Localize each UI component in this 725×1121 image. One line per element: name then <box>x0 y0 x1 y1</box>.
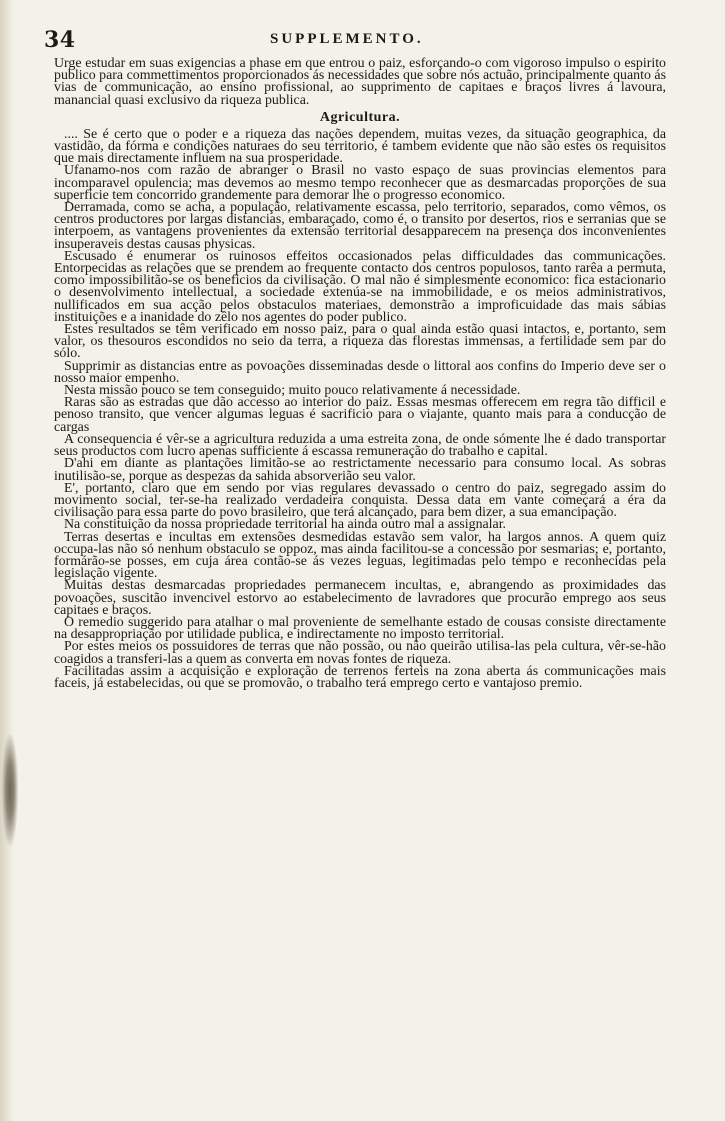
page-gutter-shadow <box>0 0 14 1121</box>
paragraph: Estes resultados se têm verificado em nosso paiz, para o qual ainda estão quasi intactos, e, portanto, sem valor, os thesouros escondidos no seio da terra, a riqueza das florestas immensas, a fertilidade sem par do sólo. <box>54 322 666 362</box>
paragraph: Por estes meios os possuidores de terras que não possão, ou não queirão utilisa-las pela cultura, vêr-se-hão coagidos a transferi-las a quem as converta em novas fontes de riqueza. <box>54 639 666 667</box>
intro-paragraphs <box>54 58 666 107</box>
paragraph: Muitas destas desmarcadas propriedades permanecem incultas, e, abrangendo as proximidades das povoações, suscitão invencivel estorvo ao estabelecimento de lavradores que procurão emprego aos seus capitaes e braços. <box>54 578 666 618</box>
paragraph: Na constituição da nossa propriedade territorial ha ainda outro mal a assignalar. <box>64 517 507 533</box>
paragraph: .... Se é certo que o poder e a riqueza das nações dependem, muitas vezes, da situação geographica, da vastidão, da fórma e condições naturaes do seu territorio, é tambem evidente que não são estes os requisitos que mais directamente influem na sua prosperidade. <box>54 126 666 167</box>
paragraph: Supprimir as distancias entre as povoações disseminadas desde o littoral aos confins do Imperio deve ser o nosso maior empenho. <box>54 358 666 386</box>
paragraph: D'ahi em diante as plantações limitão-se ao restrictamente necessario para consumo local. As sobras inutilisão-se, porque as despezas da sahida absorverião seu valor. <box>54 456 666 484</box>
running-head: SUPPLEMENTO. <box>270 31 424 47</box>
paragraph: A consequencia é vêr-se a agricultura reduzida a uma estreita zona, de onde sómente lhe é dado transportar seus productos com lucro apenas sufficiente á escassa remuneração do trabalho e capital. <box>54 431 666 460</box>
paragraph: Urge estudar em suas exigencias a phase em que entrou o paiz, esforçando-o com vigoroso impulso o espirito publico para commettimentos proporcionados ás necessidades que sobre nós actuão, principalmente quanto ás vias de communicação, ao ensino profissional, ao supprimento de capitaes e braços livres á lavoura, manancial quasi exclusivo da riqueza publica. <box>54 56 666 108</box>
section-heading: Agricultura. <box>319 109 401 125</box>
section-paragraphs <box>54 126 666 691</box>
paragraph: Facilitadas assim a acquisição e exploração de terrenos ferteis na zona aberta ás communicações mais faceis, já estabelecidas, ou que se promovão, o trabalho terá emprego certo e vantajoso premio. <box>54 663 666 691</box>
binding-stain <box>2 735 18 845</box>
paragraph: Derramada, como se acha, a população, relativamente escassa, pelo territorio, separados, como vêmos, os centros productores por largas distancias, embaraçado, como é, o transito por desertos, rios e serranias que se interpoem, as vantagens provenientes da extensão territorial desapparecem na presença dos inconvenientes insuperaveis destas causas physicas. <box>54 200 666 252</box>
paragraph: O remedio suggerido para atalhar o mal proveniente de semelhante estado de cousas consiste directamente na desappropriação por utilidade publica, e indirectamente no imposto territorial. <box>54 614 666 643</box>
paragraph: E', portanto, claro que em sendo por vias regulares devassado o centro do paiz, segregado assim do movimento social, ter-se-ha realizado verdadeira conquista. Dessa data em vante começará a éra da civilisação para essa parte do povo brasileiro, que terá alcançado, para bem dizer, a sua emancipação. <box>54 480 666 521</box>
paragraph: Escusado é enumerar os ruinosos effeitos occasionados pelas difficuldades das communicações. Entorpecidas as relações que se prendem ao frequente contacto dos centros populosos, tanto rarêa a permuta, como impossibilitão-se os beneficios da civilisação. O mal não é simplesmente economico: fica estacionario o desenvolvimento intellectual, a sociedade extenúa-se na immobilidade, e os meios administrativos, nullificados em sua acção pelos obstaculos materiaes, demonstrão a improficuidade das mais sábias instituições e a inanidade do zêlo nos agentes do poder publico. <box>54 248 666 325</box>
paragraph: Ufanamo-nos com razão de abranger o Brasil no vasto espaço de suas provincias elementos para incomparavel opulencia; mas devemos ao mesmo tempo reconhecer que as desmarcadas proporções de sua superficie tem concorrido grandemente para demorar lhe o progresso economico. <box>54 163 666 203</box>
paragraph: Raras são as estradas que dão accesso ao interior do paiz. Essas mesmas offerecem em regra tão difficil e penoso transito, que vencer algumas leguas é sacrificio para o viajante, quanto mais para a conducção de cargas <box>54 395 666 435</box>
paragraph: Terras desertas e incultas em extensões desmedidas estavão sem valor, ha largos annos. A quem quiz occupa-las não só nenhum obstaculo se oppoz, mas ainda facilitou-se a concessão por sesmarias; e, portanto, formárão-se posses, em cuja área contão-se ás vezes leguas, legitimadas pelo tempo e reconhecidas pela legislação vigente. <box>54 529 666 582</box>
page-header <box>44 27 684 53</box>
paragraph: Nesta missão pouco se tem conseguido; muito pouco relativamente á necessidade. <box>64 383 521 399</box>
article-body <box>54 58 666 1108</box>
page-number: 34 <box>44 27 76 53</box>
